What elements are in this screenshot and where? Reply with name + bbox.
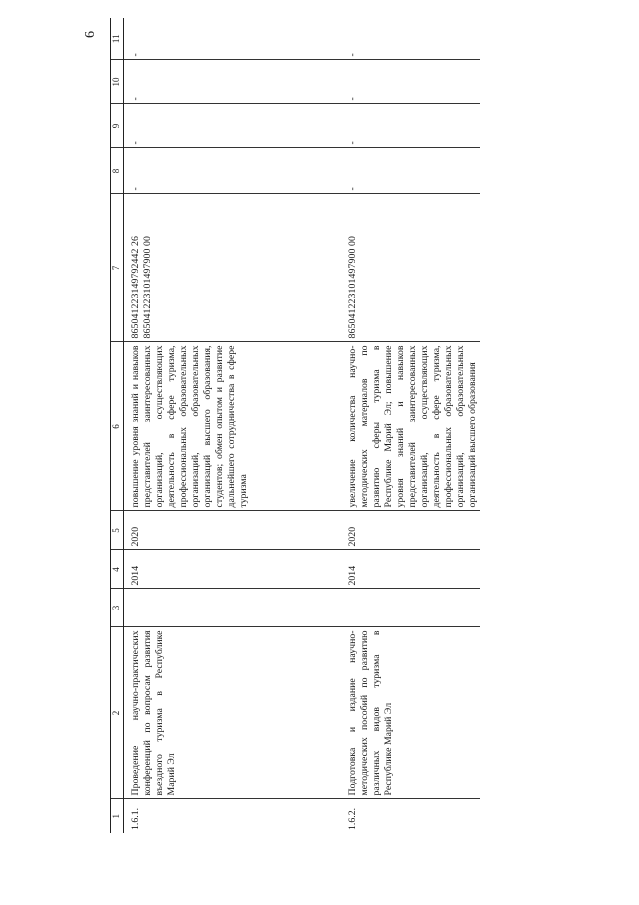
start-year: 2014 <box>124 550 342 589</box>
column-3-cell <box>341 589 480 627</box>
expected-result: повышение уровня знаний и навыков представителей заинтересованных организаций, осуществляющих деятельность в сфере туризма, профессиональных образовательных организаций, образовательных организаций высшего образования, студентов; обмен опытом и развитие дальнейшего сотрудничества в сфере туризма <box>124 342 342 511</box>
column-8-cell: - <box>341 148 480 194</box>
column-number: 10 <box>111 60 124 104</box>
measures-table <box>110 18 480 833</box>
column-9-cell: - <box>341 104 480 148</box>
column-number: 11 <box>111 18 124 60</box>
column-number: 6 <box>111 342 124 511</box>
table-row <box>341 18 480 833</box>
column-number: 8 <box>111 148 124 194</box>
column-3-cell <box>124 589 342 627</box>
row-number: 1.6.2. <box>347 807 358 830</box>
row-number: 1.6.1. <box>130 807 141 830</box>
budget-code: 865041223101497900 00 <box>142 235 153 339</box>
column-number: 5 <box>111 511 124 550</box>
table-row <box>124 18 342 833</box>
expected-result: увеличение количества научно-методических материалов по развитию сферы туризма в Республике Марий Эл; повышение уровня знаний и навыков представителей заинтересованных организаций, осуществляющих деятельность в сфере туризма, профессиональных образовательных организаций, образовательных организаций высшего образования <box>341 342 480 511</box>
end-year: 2020 <box>124 511 342 550</box>
column-number: 2 <box>111 627 124 799</box>
column-number: 4 <box>111 550 124 589</box>
end-year: 2020 <box>341 511 480 550</box>
budget-codes <box>341 194 480 342</box>
budget-code: 865041223149792442 26 <box>130 235 141 339</box>
column-number: 3 <box>111 589 124 627</box>
column-9-cell: - <box>124 104 342 148</box>
column-10-cell: - <box>124 60 342 104</box>
rotated-page-content <box>110 18 547 833</box>
measure-title: Подготовка и издание научно-методических пособий по развитию различных видов туризма в Республике Марий Эл <box>341 627 480 799</box>
column-10-cell: - <box>341 60 480 104</box>
column-8-cell: - <box>124 148 342 194</box>
measure-title: Проведение научно-практических конференций по вопросам развития въездного туризма в Республике Марий Эл <box>124 627 342 799</box>
budget-code: 865041223101497900 00 <box>347 235 358 339</box>
column-number: 9 <box>111 104 124 148</box>
start-year: 2014 <box>341 550 480 589</box>
column-11-cell: - <box>341 18 480 60</box>
budget-codes <box>124 194 342 342</box>
column-number: 7 <box>111 194 124 342</box>
column-11-cell: - <box>124 18 342 60</box>
column-number: 1 <box>111 799 124 833</box>
column-number-row <box>111 18 124 833</box>
page-number: 6 <box>83 31 98 38</box>
